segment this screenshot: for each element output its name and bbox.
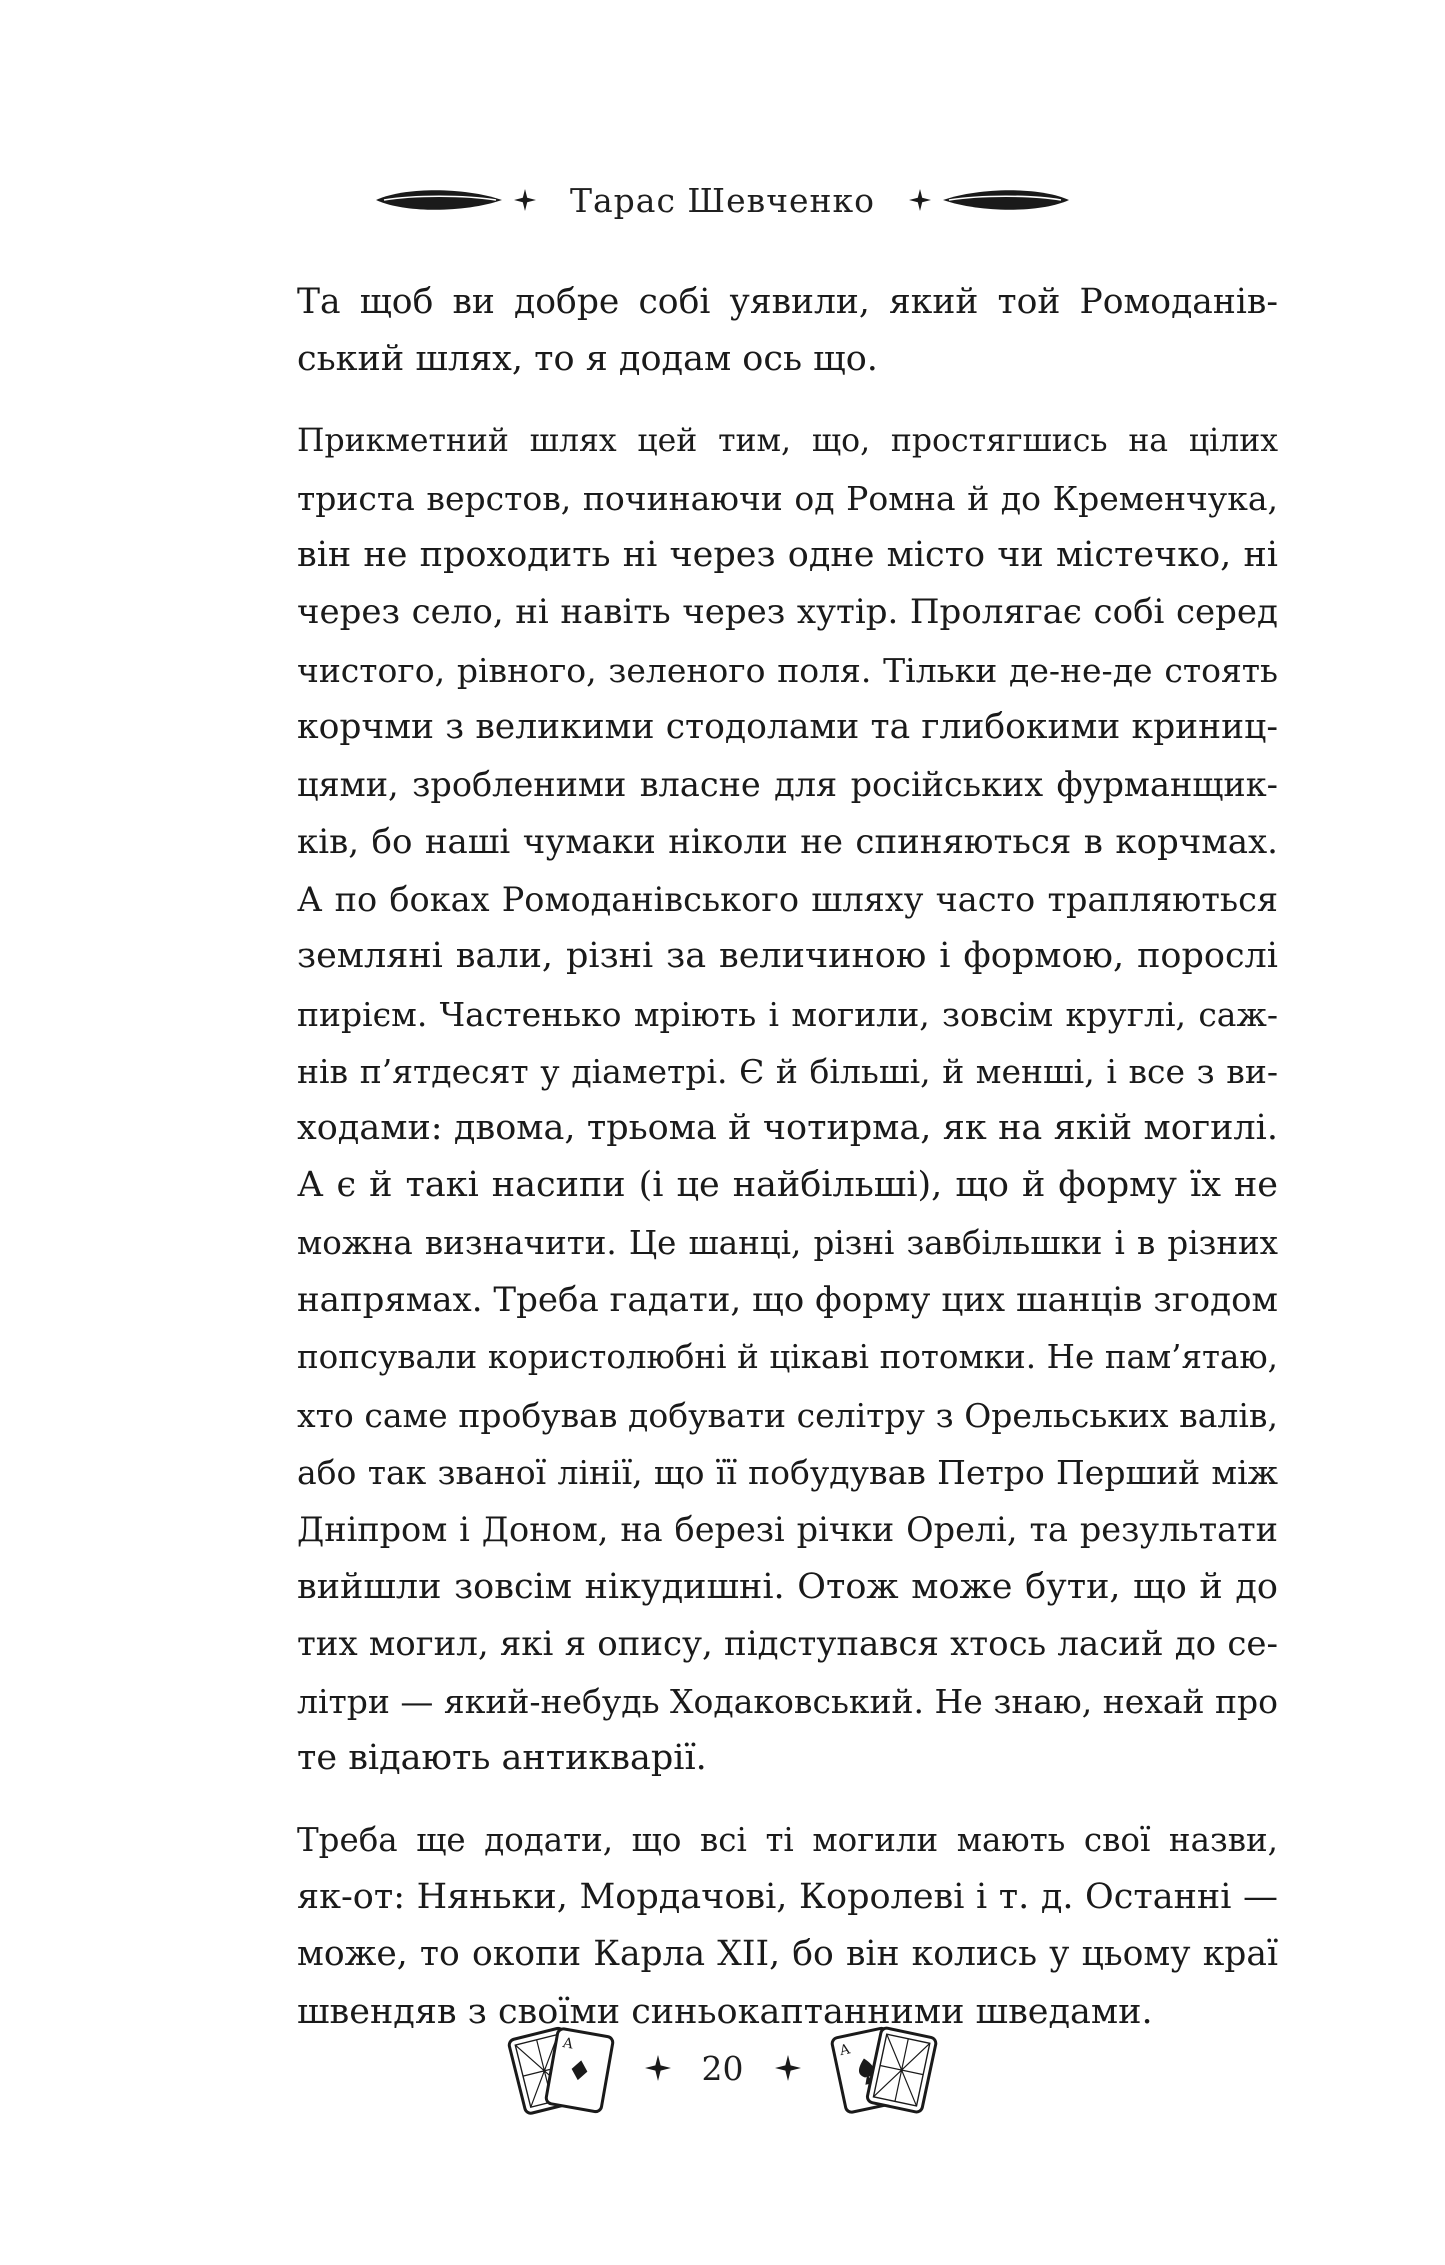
text-line: те відають антикварії. bbox=[297, 1738, 707, 1779]
page-number: 20 bbox=[701, 2048, 744, 2088]
text-line: триста верстов, починаючи од Ромна й до Кременчука, bbox=[297, 478, 1278, 518]
running-head-author: Тарас Шевченко bbox=[569, 180, 876, 220]
text-line: ків, бо наші чумаки ніколи не спиняються в корчмах. bbox=[297, 821, 1278, 862]
text-line: може, то окопи Карла XII, бо він колись у цьому краї bbox=[297, 1934, 1278, 1975]
text-line: ський шлях, то я додам ось що. bbox=[297, 339, 878, 380]
text-line: А є й такі насипи (і це найбільші), що й форму їх не bbox=[297, 1165, 1278, 1206]
text-line: земляні вали, різні за величиною і формою, порослі bbox=[297, 936, 1278, 977]
text-line: Прикметний шлях цей тим, що, простягшись на цілих bbox=[297, 422, 1278, 459]
leaf-ornament-left-icon bbox=[374, 185, 504, 215]
playing-cards-icon bbox=[503, 2018, 623, 2118]
text-line: А по боках Ромоданівського шляху часто трапляються bbox=[297, 879, 1278, 919]
text-line: Та щоб ви добре собі уявили, який той Ромоданів- bbox=[297, 282, 1278, 322]
text-line: чистого, рівного, зеленого поля. Тільки де-не-де стоять bbox=[297, 650, 1278, 690]
text-line: хто саме пробував добувати селітру з Орельських валів, bbox=[297, 1395, 1278, 1435]
text-line: швендяв з своїми синьокаптанними шведами. bbox=[297, 1991, 1153, 2032]
text-line: ходами: двома, трьома й чотирма, як на якій могилі. bbox=[297, 1108, 1278, 1149]
text-line: тих могил, які я опису, підступався хтось ласий до се- bbox=[297, 1623, 1278, 1664]
paragraph bbox=[233, 1812, 1278, 2041]
text-line: через село, ні навіть через хутір. Пролягає собі серед bbox=[297, 592, 1278, 633]
text-line: пирієм. Частенько мріють і могили, зовсім круглі, саж- bbox=[297, 994, 1278, 1034]
four-point-star-icon bbox=[775, 2055, 801, 2081]
text-line: він не проходить ні через одне місто чи містечко, ні bbox=[297, 535, 1278, 576]
text-line: можна визначити. Це шанці, різні завбільшки і в різних bbox=[297, 1223, 1278, 1262]
page-header bbox=[0, 175, 1445, 225]
body-text bbox=[233, 274, 1278, 2041]
svg-text:A: A bbox=[837, 2041, 851, 2060]
text-line: корчми з великими стодолами та глибокими криниц- bbox=[297, 707, 1278, 748]
paragraph bbox=[233, 413, 1278, 1788]
svg-text:A: A bbox=[561, 2035, 574, 2053]
page-footer bbox=[0, 2018, 1445, 2118]
text-line: літри — який-небудь Ходаковський. Не знаю, нехай про bbox=[297, 1682, 1278, 1722]
four-point-star-icon bbox=[909, 189, 931, 211]
leaf-ornament-right-icon bbox=[941, 185, 1071, 215]
text-line: вийшли зовсім нікудишні. Отож може бути, що й до bbox=[297, 1566, 1278, 1607]
text-line: цями, зробленими власне для російських фурманщик- bbox=[297, 765, 1278, 805]
text-line: попсували користолюбні й цікаві потомки. Не пам’ятаю, bbox=[297, 1338, 1278, 1377]
text-line: Треба ще додати, що всі ті могили мають свої назви, bbox=[297, 1820, 1278, 1859]
text-line: напрямах. Треба гадати, що форму цих шанців згодом bbox=[297, 1280, 1278, 1321]
text-line: нів п’ятдесят у діаметрі. Є й більші, й менші, і все з ви- bbox=[297, 1051, 1278, 1091]
four-point-star-icon bbox=[645, 2055, 671, 2081]
four-point-star-icon bbox=[514, 189, 536, 211]
text-line: або так званої лінії, що її побудував Петро Перший між bbox=[297, 1452, 1278, 1492]
paragraph bbox=[233, 274, 1278, 389]
text-line: як-от: Няньки, Мордачові, Королеві і т. д. Останні — bbox=[297, 1877, 1278, 1918]
text-line: Дніпром і Доном, на березі річки Орелі, та результати bbox=[297, 1510, 1278, 1550]
playing-cards-icon bbox=[823, 2018, 943, 2118]
